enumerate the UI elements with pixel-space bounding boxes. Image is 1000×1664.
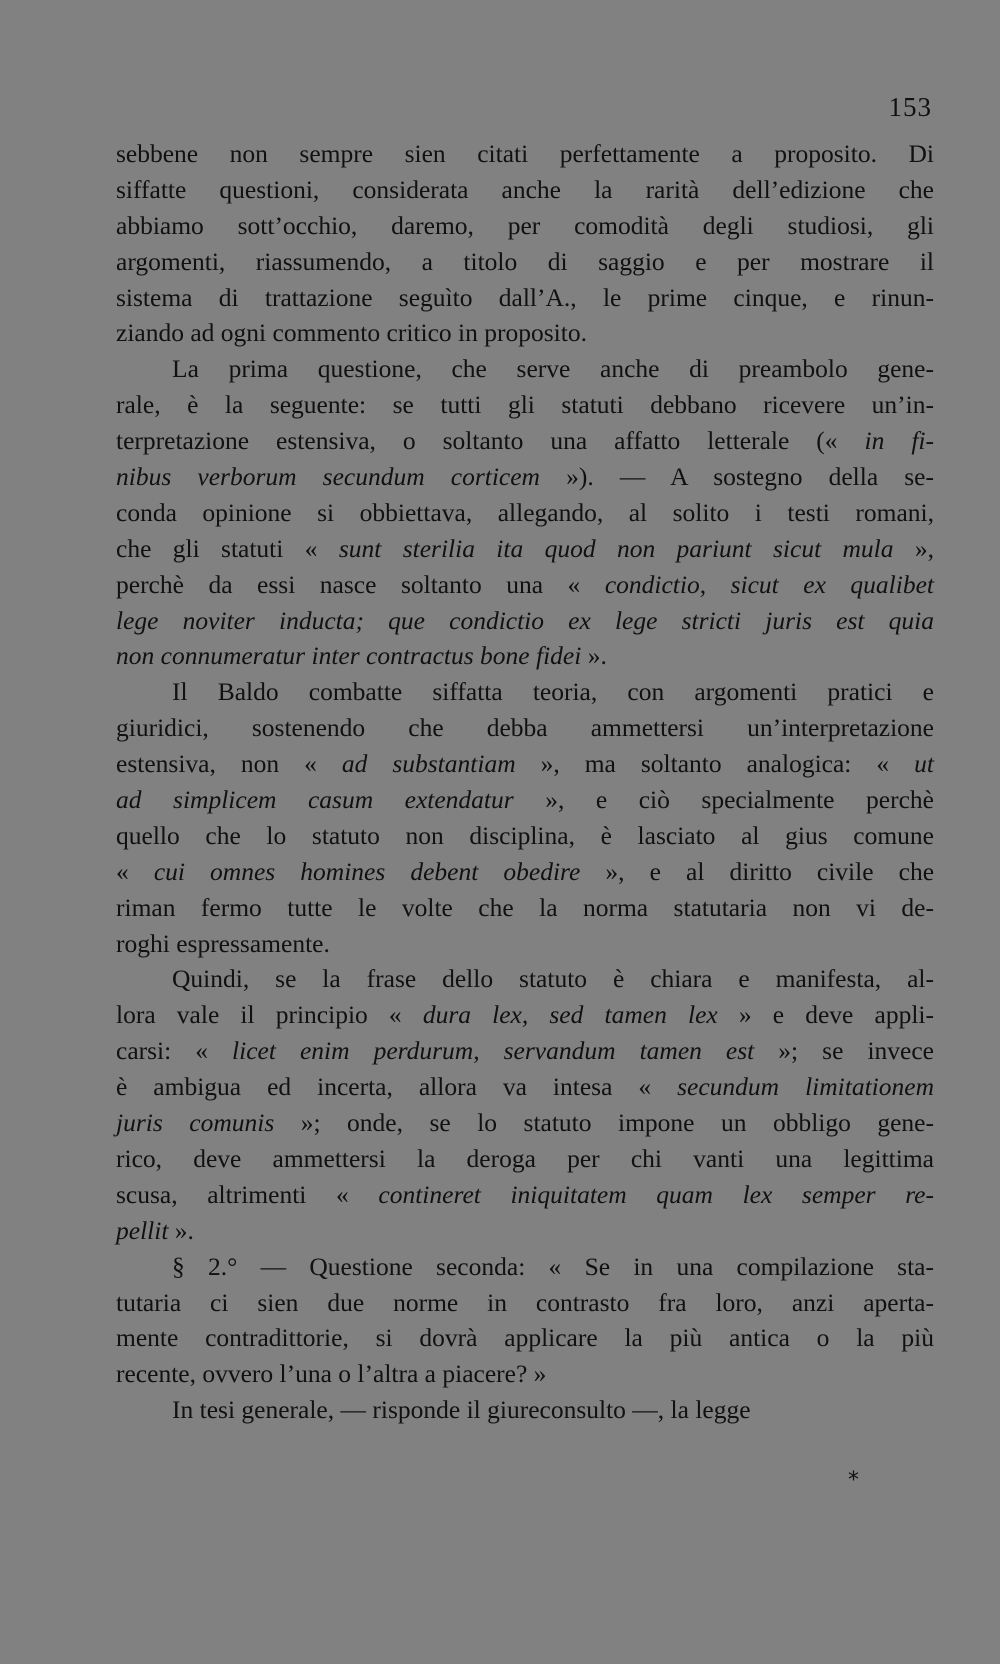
latin-quote: ad substantiam — [341, 749, 516, 779]
text-span: »; se invece — [754, 1036, 934, 1066]
text-span: Il Baldo combatte siffatta teoria, con argomenti pratici e — [172, 677, 934, 707]
text-line — [116, 674, 934, 710]
text-line — [116, 495, 934, 531]
text-line — [116, 746, 934, 782]
body-text — [116, 136, 934, 1428]
text-line — [116, 1177, 934, 1213]
text-line — [116, 1392, 934, 1428]
text-span: scusa, altrimenti « — [116, 1179, 379, 1209]
latin-quote: condictio, sicut ex qualibet — [604, 569, 934, 599]
latin-quote: in fi- — [864, 426, 934, 456]
asterisk-mark: * — [848, 1468, 859, 1493]
text-span: « — [116, 856, 154, 886]
latin-quote: non connumeratur inter contractus bone fidei — [116, 641, 582, 671]
text-line — [116, 567, 934, 603]
text-span: quello che lo statuto non disciplina, è lasciato al gius comune — [116, 820, 934, 850]
text-span: estensiva, non « — [116, 749, 342, 779]
text-line — [116, 1213, 934, 1249]
text-line — [116, 351, 934, 387]
text-line — [116, 136, 934, 172]
text-span: tutaria ci sien due norme in contrasto fra loro, anzi aperta- — [116, 1287, 934, 1317]
text-span: In tesi generale, — risponde il giureconsulto —, la legge — [172, 1395, 751, 1425]
text-span: siffatte questioni, considerata anche la rarità dell’edizione che — [116, 174, 934, 204]
latin-quote: juris comunis — [116, 1108, 275, 1138]
text-line — [116, 1249, 934, 1285]
text-line — [116, 244, 934, 280]
text-span: § 2.° — Questione seconda: « Se in una compilazione sta- — [172, 1251, 934, 1281]
text-line — [116, 710, 934, 746]
text-line — [116, 854, 934, 890]
latin-quote: ad simplicem casum extendatur — [116, 785, 514, 815]
latin-quote: pellit — [116, 1215, 169, 1245]
text-span: ». — [168, 1215, 194, 1245]
text-line — [116, 997, 934, 1033]
latin-quote: ut — [914, 749, 934, 779]
text-line — [116, 890, 934, 926]
text-line — [116, 531, 934, 567]
text-line — [116, 782, 934, 818]
text-line — [116, 315, 934, 351]
latin-quote: licet enim perdurum, servandum tamen est — [232, 1036, 755, 1066]
text-line — [116, 1320, 934, 1356]
latin-quote: contineret iniquitatem quam lex semper re- — [378, 1179, 934, 1209]
text-line — [116, 1356, 934, 1392]
text-span: roghi espressamente. — [116, 928, 330, 958]
text-span: sistema di trattazione seguìto dall’A., le prime cinque, e rinun- — [116, 282, 934, 312]
text-span: » e deve appli- — [717, 1000, 934, 1030]
text-line — [116, 1069, 934, 1105]
text-span: rico, deve ammettersi la deroga per chi vanti una legittima — [116, 1143, 934, 1173]
text-span: sebbene non sempre sien citati perfettamente a proposito. Di — [116, 139, 934, 168]
text-span: », — [893, 533, 935, 563]
text-line — [116, 818, 934, 854]
text-span: recente, ovvero l’una o l’altra a piacere? » — [116, 1359, 547, 1389]
text-span: », ma soltanto analogica: « — [515, 749, 915, 779]
text-span: », e al diritto civile che — [580, 856, 935, 886]
latin-quote: secundum limitationem — [677, 1072, 934, 1102]
text-line — [116, 961, 934, 997]
text-span: terpretazione estensiva, o soltanto una affatto letterale (« — [116, 426, 865, 456]
text-span: mente contradittorie, si dovrà applicare la più antica o la più — [116, 1323, 934, 1353]
text-span: »). — A sostegno della se- — [539, 462, 934, 492]
text-line — [116, 423, 934, 459]
text-span: perchè da essi nasce soltanto una « — [116, 569, 605, 599]
text-line — [116, 208, 934, 244]
text-line — [116, 603, 934, 639]
text-line — [116, 1105, 934, 1141]
text-span: La prima questione, che serve anche di preambolo gene- — [172, 354, 934, 384]
text-span: rale, è la seguente: se tutti gli statuti debbano ricevere un’in- — [116, 390, 934, 420]
latin-quote: sunt sterilia ita quod non pariunt sicut mula — [338, 533, 894, 563]
latin-quote: cui omnes homines debent obedire — [153, 856, 581, 886]
text-line — [116, 280, 934, 316]
text-span: ». — [581, 641, 607, 671]
text-span: abbiamo sott’occhio, daremo, per comodità degli studiosi, gli — [116, 210, 934, 240]
text-line — [116, 1285, 934, 1321]
text-span: argomenti, riassumendo, a titolo di saggio e per mostrare il — [116, 246, 934, 276]
text-line — [116, 926, 934, 962]
text-line — [116, 387, 934, 423]
latin-quote: lege noviter inducta; que condictio ex lege stricti juris est quia — [116, 605, 934, 635]
text-span: che gli statuti « — [116, 533, 339, 563]
text-span: »; onde, se lo statuto impone un obbligo gene- — [274, 1108, 934, 1138]
text-span: carsi: « — [116, 1036, 233, 1066]
text-span: Quindi, se la frase dello statuto è chiara e manifesta, al- — [172, 964, 934, 994]
text-span: riman fermo tutte le volte che la norma statutaria non vi de- — [116, 892, 934, 922]
text-line — [116, 459, 934, 495]
text-line — [116, 1033, 934, 1069]
latin-quote: nibus verborum secundum corticem — [116, 462, 540, 492]
text-span: lora vale il principio « — [116, 1000, 423, 1030]
text-span: », e ciò specialmente perchè — [513, 785, 934, 815]
text-span: giuridici, sostenendo che debba ammettersi un’interpretazione — [116, 713, 934, 743]
text-span: conda opinione si obbiettava, allegando, al solito i testi romani, — [116, 497, 934, 527]
text-line — [116, 1141, 934, 1177]
text-line — [116, 172, 934, 208]
latin-quote: dura lex, sed tamen lex — [422, 1000, 718, 1030]
text-span: è ambigua ed incerta, allora va intesa « — [116, 1072, 678, 1102]
text-span: ziando ad ogni commento critico in proposito. — [116, 318, 587, 348]
page-number: 153 — [888, 92, 932, 122]
text-line — [116, 638, 934, 674]
